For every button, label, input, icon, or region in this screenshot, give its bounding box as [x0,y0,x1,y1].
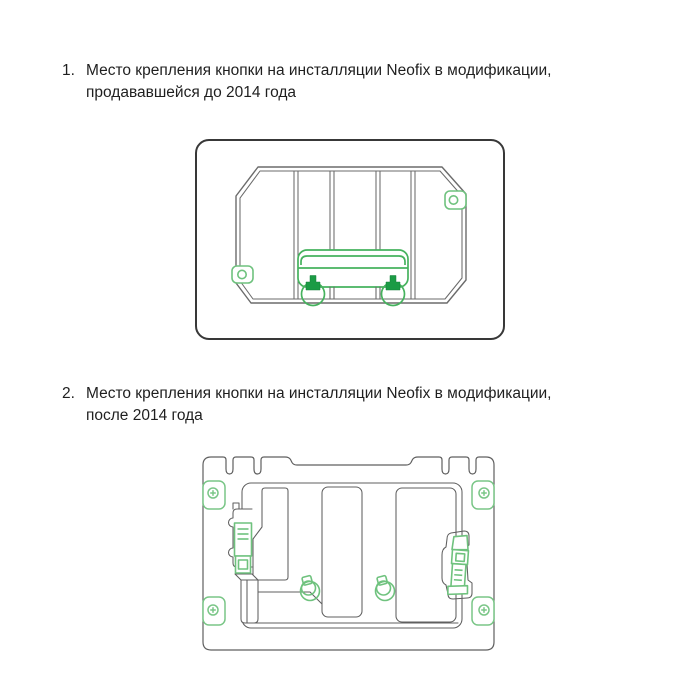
screw-tab-bottom-left [203,597,225,625]
screw-tab-bottom-right [472,597,494,625]
neofix-pre-2014-installation-drawing [195,139,505,341]
caption-text-2 [86,383,551,427]
caption-2-line-1: Место крепления кнопки на инсталляции Neofix в модификации, [86,385,552,402]
panel-right [396,488,456,622]
caption-2-line-2: после 2014 года [86,407,203,424]
mounting-tab-left [232,266,253,283]
screw-tab-top-left [203,481,225,509]
screw-tab-top-right [472,481,494,509]
caption-1-line-2: продававшейся до 2014 года [86,84,297,101]
inner-housing [242,483,462,628]
latch-right [447,534,471,595]
latch-left [235,523,252,573]
rod-clip-right [376,575,395,600]
caption-item-2 [62,383,551,427]
caption-1-line-1: Место крепления кнопки на инсталляции Neofix в модификации, [86,62,552,79]
caption-item-1 [62,60,551,104]
panel-middle [322,487,362,617]
caption-text-1 [86,60,551,104]
mounting-tab-right [445,191,466,209]
rod-clip-left [301,575,320,600]
panel-left [253,488,288,580]
rib-stubs [330,287,380,299]
support-wedge-left [235,574,258,623]
list-number-1: 1. [62,62,75,79]
list-number-2: 2. [62,385,75,402]
frame-outline [196,140,504,339]
neofix-post-2014-installation-drawing [200,452,497,654]
